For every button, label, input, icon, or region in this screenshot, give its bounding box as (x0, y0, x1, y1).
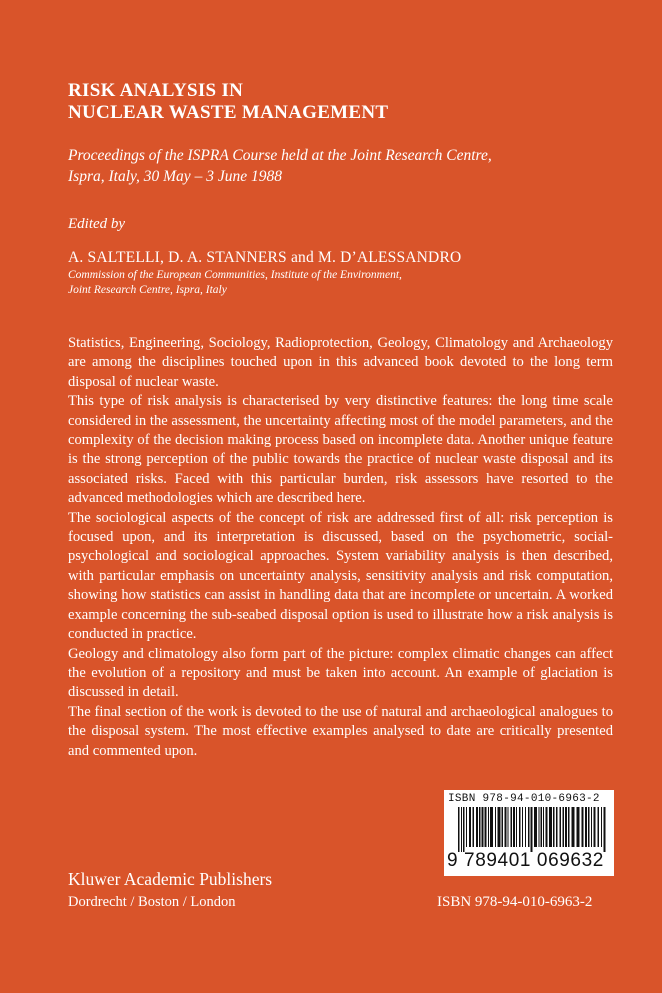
barcode-bar (482, 807, 484, 847)
barcode-bar (508, 807, 509, 847)
barcode-bar (582, 807, 584, 847)
barcode-bar (488, 807, 489, 847)
barcode-bar (585, 807, 587, 847)
barcode-bar (572, 807, 575, 847)
barcode-bar (528, 807, 530, 847)
barcode-panel (444, 790, 614, 876)
barcode-bar (556, 807, 558, 847)
barcode-bar (513, 807, 515, 847)
barcode-bar (476, 807, 478, 847)
barcode-bar (563, 807, 565, 847)
barcode-bar (461, 807, 462, 852)
affiliation-line-1: Commission of the European Communities, Institute of the Environment, (68, 269, 402, 281)
barcode-isbn-text: ISBN 978-94-010-6963-2 (448, 793, 600, 805)
title-line-2: NUCLEAR WASTE MANAGEMENT (68, 102, 389, 123)
barcode-bar (541, 807, 543, 847)
description-paragraph: Geology and climatology also form part of the picture: complex climatic changes can affect the evolution of a repository and must be taken into account. An example of glaciation is discussed in detail. (68, 645, 613, 701)
barcode-bar (531, 807, 533, 852)
barcode-bar (469, 807, 471, 847)
barcode-bar (594, 807, 596, 847)
publisher-cities: Dordrecht / Boston / London (68, 894, 236, 910)
barcode-digits: 9 789401 069632 (447, 850, 604, 871)
barcode-bar (534, 807, 537, 847)
proceedings-line-1: Proceedings of the ISPRA Course held at the Joint Research Centre, (68, 147, 492, 164)
description-paragraph: This type of risk analysis is characterised by very distinctive features: the long time scale considered in the assessment, the uncertainty affecting most of the model parameters, and the complexity of the decision making process based on incomplete data. Another unique feature is the strong perception of the public towards the practice of nuclear waste disposal and its associated risks. Faced with this particular burden, risk assessors have resorted to the advanced methodologies which are described here. (68, 393, 613, 507)
barcode-image (448, 807, 610, 852)
barcode-bar (511, 807, 513, 847)
isbn-text: ISBN 978-94-010-6963-2 (437, 894, 593, 910)
editors-affiliation (68, 268, 402, 298)
affiliation-line-2: Joint Research Centre, Ispra, Italy (68, 284, 227, 296)
description-paragraph: The sociological aspects of the concept of risk are addressed first of all: risk perception is focused upon, and its interpretation is discussed, based on the psychometric, social-psychological and sociological approaches. System variability analysis is then described, with particular emphasis on uncertainty analysis, sensitivity analysis and risk computation, showing how statistics can assist in handling data that are incomplete or uncertain. A worked example concerning the sub-seabed disposal option is used to illustrate how a risk analysis is conducted in practice. (68, 509, 613, 643)
barcode-bar (560, 807, 562, 847)
title-line-1: RISK ANALYSIS IN (68, 80, 244, 101)
barcode-bar (505, 807, 507, 847)
barcode-bar (591, 807, 592, 847)
barcode-bar (516, 807, 517, 847)
proceedings-subtitle (68, 145, 492, 187)
barcode-bar (549, 807, 552, 847)
barcode-bar (553, 807, 555, 847)
barcode-bar (598, 807, 600, 847)
barcode-bar (604, 807, 606, 852)
barcode-bar (525, 807, 526, 847)
description-text (68, 334, 613, 761)
publisher-name: Kluwer Academic Publishers (68, 869, 273, 889)
barcode-bar (601, 807, 602, 847)
barcode-bar (466, 807, 467, 847)
barcode-bar (490, 807, 493, 847)
barcode-bar (473, 807, 475, 847)
barcode-bar (463, 807, 465, 852)
barcode-bar (502, 807, 504, 847)
barcode-bar (495, 807, 496, 847)
barcode-bar (543, 807, 544, 847)
book-title (68, 80, 388, 124)
barcode-bar (546, 807, 548, 847)
barcode-bar (522, 807, 523, 847)
description-paragraph: The final section of the work is devoted to the use of natural and archaeological analogues to the disposal system. The most effective examples analysed to date are critically presented and commented upon. (68, 703, 613, 759)
barcode-bar (568, 807, 570, 847)
barcode-bar (479, 807, 481, 847)
barcode-bar (565, 807, 567, 847)
barcode-bar (588, 807, 590, 847)
editors-names: A. SALTELLI, D. A. STANNERS and M. D’ALESSANDRO (68, 249, 462, 266)
barcode-bar (458, 807, 460, 852)
barcode-bar (519, 807, 521, 847)
proceedings-line-2: Ispra, Italy, 30 May – 3 June 1988 (68, 168, 282, 185)
barcode-bar (498, 807, 501, 847)
edited-by-label: Edited by (68, 216, 126, 232)
barcode-bar (577, 807, 580, 847)
barcode-bar (485, 807, 487, 847)
description-paragraph: Statistics, Engineering, Sociology, Radioprotection, Geology, Climatology and Archaeology are among the disciplines touched upon in this advanced book devoted to the long term disposal of nuclear waste. (68, 335, 613, 390)
barcode-bar (539, 807, 540, 847)
